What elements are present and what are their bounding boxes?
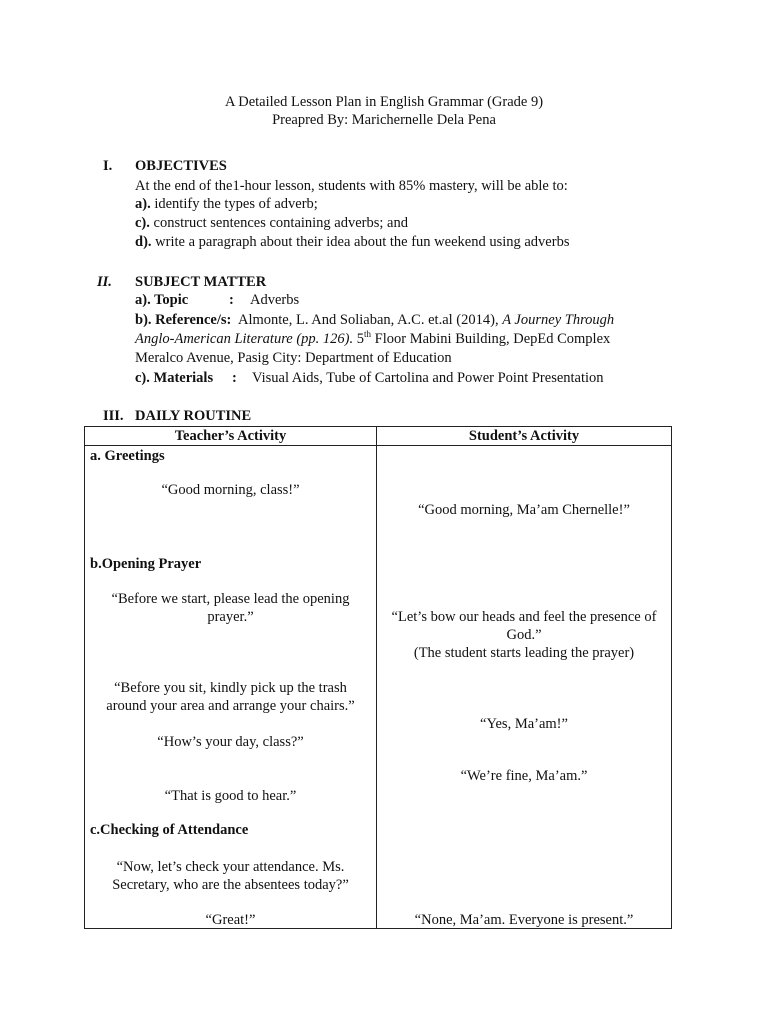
reference-line-1	[135, 312, 614, 329]
topic-value: Adverbs	[250, 292, 300, 308]
student-line: “Good morning, Ma’am Chernelle!”	[418, 502, 630, 518]
reference-title: A Journey Through	[502, 312, 615, 328]
student-activity-cell	[377, 446, 672, 929]
student-line: “None, Ma’am. Everyone is present.”	[414, 912, 634, 928]
table-header-row	[85, 427, 672, 446]
teacher-line: prayer.”	[207, 609, 254, 625]
column-header-student: Student’s Activity	[377, 427, 672, 446]
document-title: A Detailed Lesson Plan in English Grammar (Grade 9)	[224, 94, 544, 110]
materials-separator: :	[232, 370, 237, 386]
teacher-line: “Good morning, class!”	[161, 482, 300, 498]
teacher-line: “Great!”	[205, 912, 256, 928]
objective-text: write a paragraph about their idea about the fun weekend using adverbs	[151, 234, 570, 250]
teacher-line: “Before we start, please lead the opening	[111, 591, 350, 607]
objective-label: c).	[135, 215, 150, 231]
reference-line-2	[135, 331, 610, 348]
section-numeral-objectives: I.	[103, 158, 113, 174]
section-heading-subject-matter: SUBJECT MATTER	[135, 274, 267, 290]
objective-item	[135, 234, 569, 251]
attendance-heading: c.Checking of Attendance	[90, 822, 249, 838]
student-line: “Let’s bow our heads and feel the presence of	[391, 609, 657, 625]
objective-text: construct sentences containing adverbs; and	[149, 215, 408, 231]
teacher-line: around your area and arrange your chairs.”	[106, 698, 355, 714]
materials-value: Visual Aids, Tube of Cartolina and Power Point Presentation	[252, 370, 604, 386]
section-numeral-subject-matter: II.	[97, 274, 112, 290]
student-line: God.”	[506, 627, 542, 643]
objective-item	[135, 215, 408, 232]
topic-separator: :	[229, 292, 234, 308]
reference-label: b). Reference/s:	[135, 312, 232, 328]
reference-title-cont: Anglo-American Literature (pp. 126).	[135, 331, 354, 347]
reference-address: Floor Mabini Building, DepEd Complex	[371, 331, 611, 347]
topic-label: a). Topic	[135, 292, 189, 308]
teacher-line: “Before you sit, kindly pick up the trash	[114, 680, 347, 696]
objective-label: d).	[135, 234, 152, 250]
section-heading-objectives: OBJECTIVES	[135, 158, 227, 174]
materials-label: c). Materials	[135, 370, 214, 386]
greetings-heading: a. Greetings	[90, 448, 165, 464]
teacher-line: “Now, let’s check your attendance. Ms.	[116, 859, 345, 875]
section-heading-daily-routine: DAILY ROUTINE	[135, 408, 252, 424]
student-line: “We’re fine, Ma’am.”	[460, 768, 588, 784]
column-header-teacher: Teacher’s Activity	[85, 427, 377, 446]
teacher-activity-cell	[85, 446, 377, 929]
objective-label: a).	[135, 196, 151, 212]
objectives-intro: At the end of the1-hour lesson, students with 85% mastery, will be able to:	[135, 178, 568, 194]
reference-floor-sup: th	[364, 329, 372, 339]
objective-item	[135, 196, 318, 213]
teacher-line: Secretary, who are the absentees today?”	[112, 877, 349, 893]
section-numeral-daily-routine: III.	[103, 408, 124, 424]
teacher-line: “That is good to hear.”	[164, 788, 297, 804]
reference-floor: 5	[356, 331, 365, 347]
daily-routine-table	[84, 426, 672, 929]
table-row	[85, 446, 672, 929]
prepared-by: Preapred By: Marichernelle Dela Pena	[272, 112, 496, 128]
reference-authors: Almonte, L. And Soliaban, A.C. et.al (2014),	[238, 312, 499, 328]
student-line: “Yes, Ma’am!”	[480, 716, 568, 732]
objective-text: identify the types of adverb;	[150, 196, 318, 212]
reference-line-3: Meralco Avenue, Pasig City: Department of Education	[135, 350, 452, 366]
opening-prayer-heading: b.Opening Prayer	[90, 556, 202, 572]
teacher-line: “How’s your day, class?”	[157, 734, 304, 750]
student-line: (The student starts leading the prayer)	[413, 645, 635, 661]
